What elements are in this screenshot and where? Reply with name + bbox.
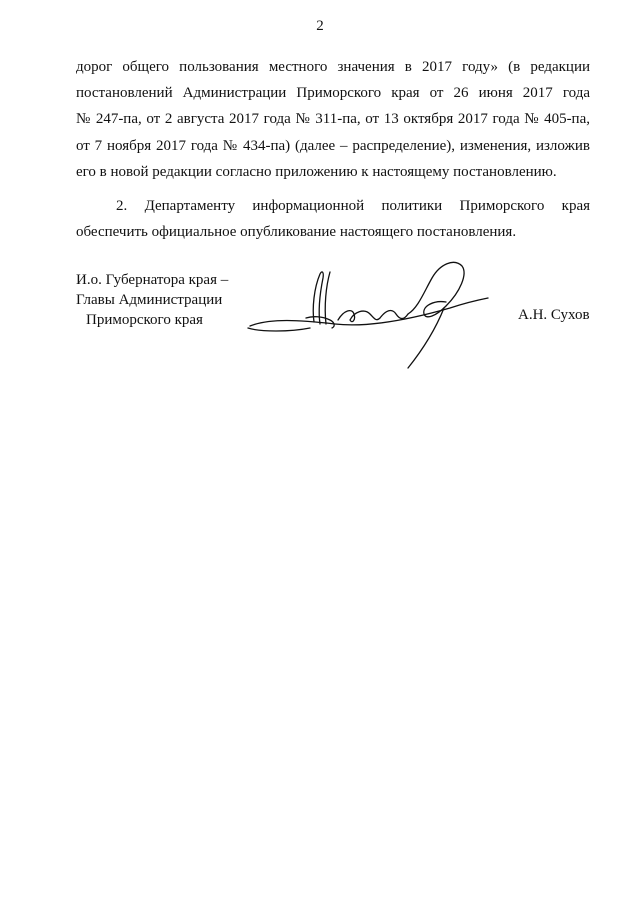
signer-title-line-3: Приморского края <box>86 312 203 328</box>
signer-title <box>76 270 228 330</box>
paragraph1-line-5: его в новой редакции согласно приложению к настоящему постановлению. <box>76 163 557 180</box>
paragraph1-line-2: постановлений Администрации Приморского края от 26 июня 2017 года <box>76 85 590 102</box>
paragraph1-line-3: № 247-па, от 2 августа 2017 года № 311-па, от 13 октября 2017 года № 405-па, <box>76 111 590 128</box>
paragraph2-line-1: 2. Департаменту информационной политики Приморского края <box>116 197 590 214</box>
signer-title-line-2: Главы Администрации <box>76 292 223 308</box>
paragraph1-line-1: дорог общего пользования местного значения в 2017 году» (в редакции <box>76 59 590 75</box>
handwritten-signature-icon <box>240 248 500 378</box>
signer-name: А.Н. Сухов <box>518 307 590 323</box>
signer-title-line-1: И.о. Губернатора края – <box>76 272 229 288</box>
page-number: 2 <box>316 18 324 34</box>
paragraph2-line-2: обеспечить официальное опубликование настоящего постановления. <box>76 224 517 241</box>
paragraph1-line-4: от 7 ноября 2017 года № 434-па) (далее – распределение), изменения, изложив <box>76 137 590 154</box>
paragraph-gap <box>76 185 590 193</box>
body-text <box>76 54 590 245</box>
